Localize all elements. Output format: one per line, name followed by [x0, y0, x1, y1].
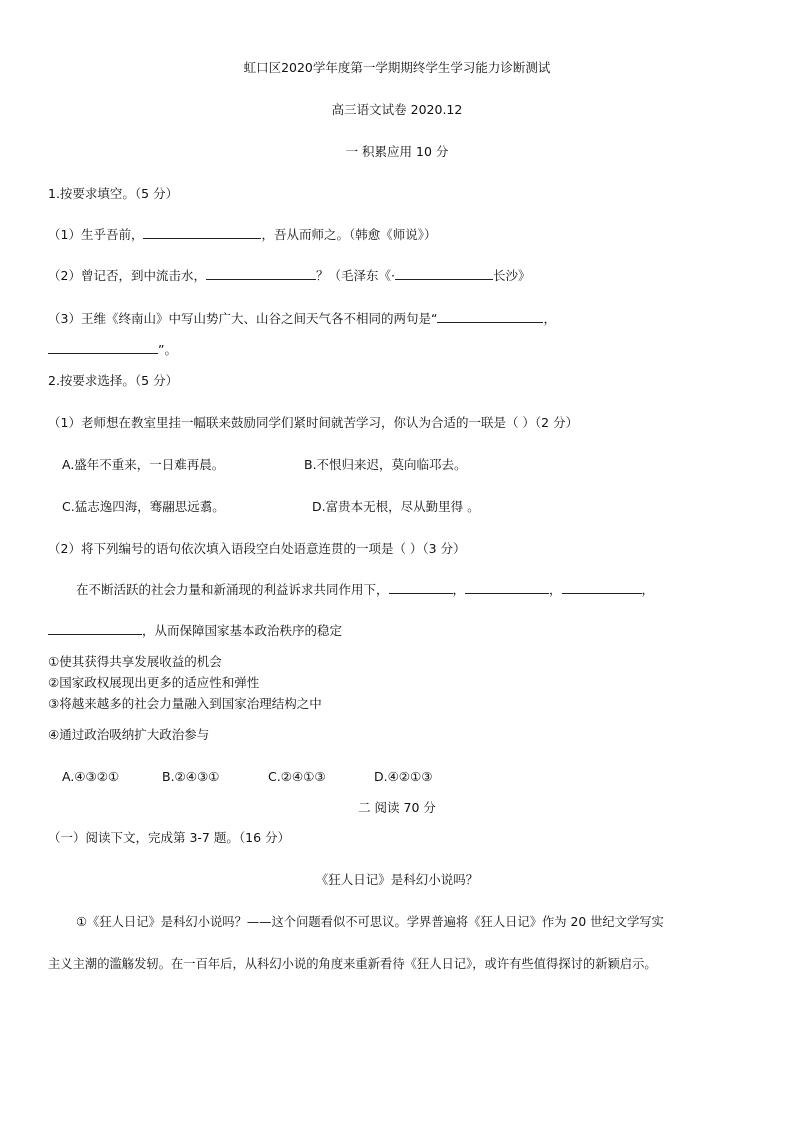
answer-a: A.④③②① [62, 769, 120, 784]
blank-line [48, 622, 142, 635]
q1-item3-text-a: （3）王维《终南山》中写山势广大、山谷之间天气各不相同的两句是“ [48, 311, 438, 326]
passage-sep: ， [452, 582, 466, 597]
article-para1-line2: 主义主潮的滥觞发轫。在一百年后，从科幻小说的角度来重新看待《狂人日记》，或许有些值得探讨的新颖启示。 [48, 957, 657, 971]
q1-prompt: 1.按要求填空。（5 分） [48, 186, 179, 201]
q1-item3-cont [48, 341, 177, 359]
passage-text-b: ，从而保障国家基本政治秩序的稳定 [142, 623, 343, 638]
passage-line1 [76, 581, 654, 599]
exam-subtitle: 高三语文试卷 2020.12 [331, 102, 463, 117]
blank-line [562, 581, 642, 594]
q1-item1-text-b: ，吾从而师之。（韩愈《师说》） [261, 227, 437, 242]
q1-item3 [48, 310, 556, 328]
blank-line [389, 581, 453, 594]
exam-title: 虹口区2020学年度第一学期期终学生学习能力诊断测试 [243, 60, 551, 75]
passage-sep: ， [641, 582, 655, 597]
passage-text-a: 在不断活跃的社会力量和新涌现的利益诉求共同作用下， [76, 582, 389, 597]
blank-line [206, 267, 316, 280]
option-b: B.不恨归来迟，莫向临邛去。 [304, 457, 467, 472]
answer-d: D.④②①③ [374, 769, 433, 784]
q2-sub1-prompt: （1）老师想在教室里挂一幅联来鼓励同学们紧时间就苦学习，你认为合适的一联是（ ）（2 分） [48, 415, 579, 430]
option-a: A.盛年不重来，一日难再晨。 [62, 457, 225, 472]
blank-line [437, 310, 543, 323]
passage-line2 [48, 622, 342, 640]
q1-item2-text-c: 长沙》 [492, 268, 531, 283]
q1-item2 [48, 267, 530, 285]
passage-sep: ， [549, 582, 562, 597]
section2-heading: 二 阅读 70 分 [358, 800, 436, 815]
option-c: C.猛志逸四海，骞翮思远翥。 [62, 499, 225, 514]
q1-item1 [48, 226, 436, 244]
answer-c: C.②④①③ [268, 769, 326, 784]
sentence-item-1: ①使其获得共享发展收益的机会 [48, 654, 222, 669]
q1-item3-text-b: ， [543, 311, 556, 326]
sentence-item-3: ③将越来越多的社会力量融入到国家治理结构之中 [48, 696, 322, 711]
article-title: 《狂人日记》是科幻小说吗？ [315, 872, 479, 887]
option-d: D.富贵本无根，尽从勤里得 。 [312, 499, 480, 514]
q1-item1-text-a: （1）生乎吾前， [48, 227, 144, 242]
q2-prompt: 2.按要求选择。（5 分） [48, 373, 179, 388]
blank-line [48, 341, 158, 354]
q1-item2-text-b: ？（毛泽东《· [315, 268, 395, 283]
section1-heading: 一 积累应用 10 分 [345, 144, 449, 159]
blank-line [465, 581, 549, 594]
q2-sub2-prompt: （2）将下列编号的语句依次填入语段空白处语意连贯的一项是（ ）（3 分） [48, 541, 466, 556]
reading-part1-intro: （一）阅读下文，完成第 3-7 题。（16 分） [48, 830, 290, 845]
sentence-item-4: ④通过政治吸纳扩大政治参与 [48, 727, 210, 742]
q1-item2-text-a: （2）曾记否，到中流击水， [48, 268, 206, 283]
answer-b: B.②④③① [162, 769, 220, 784]
sentence-item-2: ②国家政权展现出更多的适应性和弹性 [48, 675, 260, 690]
q1-item3-text-c: ”。 [158, 342, 177, 357]
blank-line [395, 267, 493, 280]
article-para1-line1: ①《狂人日记》是科幻小说吗？——这个问题看似不可思议。学界普遍将《狂人日记》作为 20 世纪文学写实 [76, 915, 664, 929]
blank-line [143, 226, 261, 239]
